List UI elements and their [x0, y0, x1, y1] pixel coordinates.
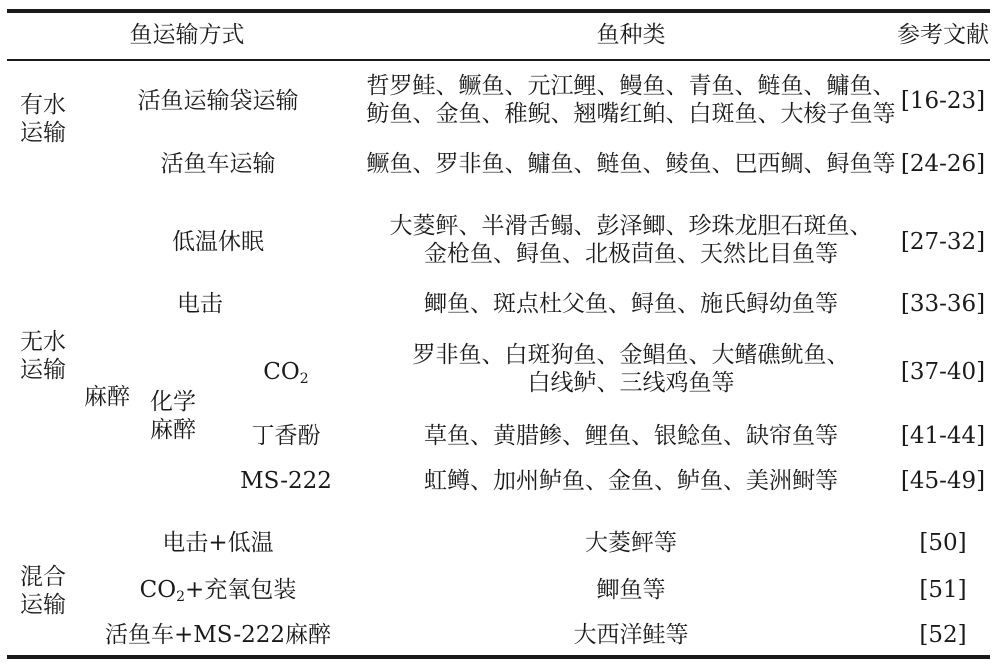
species-cell: 哲罗鲑、鳜鱼、元江鲤、鳗鱼、青鱼、鲢鱼、鳙鱼、 鲂鱼、金鱼、稚鲵、翘嘴红鲌、白斑鱼、大梭子鱼等 — [366, 73, 896, 127]
method-cell: $CO_2+$充氧包装 — [139, 577, 297, 605]
species-cell: 大菱鲆、半滑舌鳎、彭泽鲫、珍珠龙胆石斑鱼、 金枪鱼、鲟鱼、北极茴鱼、天然比目鱼等 — [389, 213, 873, 267]
header-method: 鱼运输方式 — [129, 22, 245, 48]
species-cell: 大菱鲆等 — [585, 530, 677, 556]
species-cell: 鳜鱼、罗非鱼、鳙鱼、鲢鱼、鲮鱼、巴西鲷、鲟鱼等 — [366, 151, 896, 177]
header-refs: 参考文献 — [897, 22, 989, 48]
group-with-water: 有水 运输 — [20, 92, 66, 146]
method-cell: 活鱼车+MS-222麻醉 — [104, 622, 332, 648]
method-cell: MS-222 — [240, 468, 332, 494]
refs-cell: [45-49] — [900, 468, 986, 494]
header-rule — [7, 59, 990, 61]
species-cell: 草鱼、黄腊鲹、鲤鱼、银鲶鱼、缺帘鱼等 — [424, 423, 838, 449]
group-without-water: 无水 运输 — [20, 329, 66, 383]
species-cell: 罗非鱼、白斑狗鱼、金鲳鱼、大鳍礁鱿鱼、 白线鲈、三线鸡鱼等 — [412, 342, 850, 396]
refs-cell: [27-32] — [900, 229, 986, 255]
subgroup-chemical-anesthesia: 化学 麻醉 — [150, 389, 196, 443]
header-species: 鱼种类 — [596, 22, 666, 48]
refs-cell: [37-40] — [900, 359, 986, 385]
table-bottom-rule — [7, 655, 990, 659]
species-cell: 大西洋鲑等 — [573, 622, 689, 648]
method-cell: 电击 — [177, 291, 223, 317]
method-cell: $CO_2$ — [263, 359, 309, 387]
refs-cell: [24-26] — [900, 151, 986, 177]
refs-cell: [16-23] — [900, 88, 986, 114]
subgroup-anesthesia: 麻醉 — [84, 384, 130, 410]
method-cell: 活鱼车运输 — [160, 151, 276, 177]
method-cell: 电击+低温 — [162, 530, 274, 556]
refs-cell: [51] — [919, 577, 967, 603]
refs-cell: [41-44] — [900, 423, 986, 449]
method-cell: 活鱼运输袋运输 — [137, 88, 299, 114]
refs-cell: [33-36] — [900, 291, 986, 317]
group-mixed: 混合 运输 — [20, 564, 66, 618]
table-top-rule — [7, 9, 990, 13]
species-cell: 鲫鱼、斑点杜父鱼、鲟鱼、施氏鲟幼鱼等 — [424, 291, 838, 317]
species-cell: 虹鳟、加州鲈鱼、金鱼、鲈鱼、美洲鲥等 — [424, 468, 838, 494]
method-cell: 低温休眠 — [172, 229, 264, 255]
species-cell: 鲫鱼等 — [596, 577, 666, 603]
refs-cell: [50] — [919, 530, 967, 556]
refs-cell: [52] — [919, 622, 967, 648]
method-cell: 丁香酚 — [251, 423, 321, 449]
